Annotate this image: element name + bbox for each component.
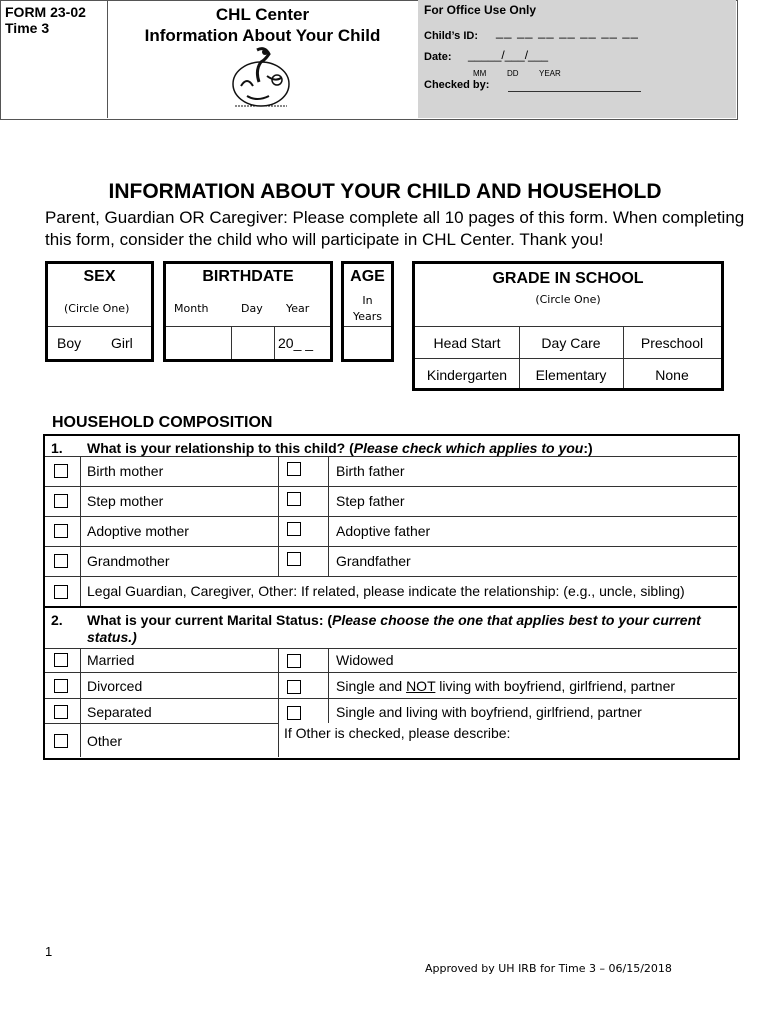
center-title-cell bbox=[107, 0, 419, 118]
grade-option-day-care[interactable]: Day Care bbox=[541, 335, 601, 351]
q1-number: 1. bbox=[51, 440, 63, 456]
other-describe-label: If Other is checked, please describe: bbox=[284, 725, 511, 741]
option-adoptive-mother: Adoptive mother bbox=[87, 523, 189, 539]
divider bbox=[45, 546, 737, 547]
sex-option-girl[interactable]: Girl bbox=[111, 335, 133, 351]
sex-option-boy[interactable]: Boy bbox=[57, 335, 82, 351]
center-logo bbox=[227, 46, 297, 112]
option-adoptive-father: Adoptive father bbox=[336, 523, 431, 539]
checkbox-step-mother[interactable] bbox=[54, 494, 68, 508]
option-single-living: Single and living with boyfriend, girlfriend, partner bbox=[336, 704, 642, 720]
q2-question: What is your current Marital Status: (Please choose the one that applies best to your current status.) bbox=[87, 612, 701, 645]
divider bbox=[45, 456, 737, 457]
grade-option-preschool[interactable]: Preschool bbox=[640, 335, 704, 351]
checkbox-grandfather[interactable] bbox=[287, 552, 301, 566]
checkbox-adoptive-mother[interactable] bbox=[54, 524, 68, 538]
divider bbox=[45, 698, 737, 699]
q2-number: 2. bbox=[51, 612, 63, 628]
age-hint-years: Years bbox=[352, 310, 383, 323]
date-field[interactable]: _____/___/___ bbox=[468, 48, 549, 62]
divider bbox=[48, 326, 151, 327]
checkbox-widowed[interactable] bbox=[287, 654, 301, 668]
checked-by-field[interactable] bbox=[508, 91, 641, 92]
option-step-mother: Step mother bbox=[87, 493, 164, 509]
checkbox-divorced[interactable] bbox=[54, 679, 68, 693]
date-dd-label: DD bbox=[507, 69, 519, 78]
checkbox-step-father[interactable] bbox=[287, 492, 301, 506]
birthdate-box bbox=[163, 261, 333, 362]
sex-heading: SEX bbox=[83, 268, 116, 285]
divider bbox=[45, 648, 737, 649]
q1-question: What is your relationship to this child? (Please check which applies to you:) bbox=[87, 440, 593, 456]
other-describe-field[interactable] bbox=[280, 742, 735, 756]
grade-heading: GRADE IN SCHOOL bbox=[492, 270, 644, 287]
date-mm-label: MM bbox=[473, 69, 487, 78]
option-other: Other bbox=[87, 733, 123, 749]
divider bbox=[45, 576, 737, 577]
approval-note: Approved by UH IRB for Time 3 – 06/15/2018 bbox=[425, 962, 672, 975]
option-divorced: Divorced bbox=[87, 678, 143, 694]
checkbox-single-living[interactable] bbox=[287, 706, 301, 720]
center-name: CHL Center bbox=[215, 5, 310, 24]
household-table bbox=[43, 434, 740, 760]
option-birth-mother: Birth mother bbox=[87, 463, 164, 479]
birthdate-year-field[interactable]: 20_ _ bbox=[278, 335, 314, 351]
divider bbox=[278, 648, 279, 757]
age-hint-in: In bbox=[362, 294, 373, 307]
option-legal-guardian: Legal Guardian, Caregiver, Other: If related, please indicate the relationship: (e.g., uncle, sibling) bbox=[87, 583, 685, 599]
birthdate-month-label: Month bbox=[174, 302, 209, 315]
divider bbox=[80, 456, 81, 606]
option-grandfather: Grandfather bbox=[336, 553, 411, 569]
divider bbox=[274, 326, 275, 359]
option-birth-father: Birth father bbox=[336, 463, 405, 479]
divider bbox=[45, 516, 737, 517]
date-year-label: YEAR bbox=[539, 69, 561, 78]
form-id-cell bbox=[0, 0, 108, 118]
grade-option-kindergarten[interactable]: Kindergarten bbox=[426, 367, 508, 383]
age-box bbox=[341, 261, 394, 362]
option-grandmother: Grandmother bbox=[87, 553, 170, 569]
divider bbox=[45, 672, 737, 673]
checkbox-birth-father[interactable] bbox=[287, 462, 301, 476]
grade-hint: (Circle One) bbox=[535, 293, 601, 306]
grade-option-none[interactable]: None bbox=[655, 367, 689, 383]
grade-box bbox=[412, 261, 724, 391]
form-header bbox=[0, 0, 738, 120]
divider bbox=[45, 486, 737, 487]
date-label: Date: bbox=[424, 51, 452, 63]
divider bbox=[415, 358, 721, 359]
option-step-father: Step father bbox=[336, 493, 405, 509]
child-id-label: Child’s ID: bbox=[424, 30, 478, 42]
birthdate-year-label: Year bbox=[286, 302, 310, 315]
option-separated: Separated bbox=[87, 704, 152, 720]
checkbox-adoptive-father[interactable] bbox=[287, 522, 301, 536]
office-use-heading: For Office Use Only bbox=[424, 3, 537, 17]
grade-option-head-start[interactable]: Head Start bbox=[433, 335, 501, 351]
checkbox-grandmother[interactable] bbox=[54, 554, 68, 568]
birthdate-day-label: Day bbox=[241, 302, 263, 315]
birthdate-day-field[interactable] bbox=[232, 327, 274, 359]
office-use-panel bbox=[418, 0, 736, 118]
sex-hint: (Circle One) bbox=[64, 302, 130, 315]
divider bbox=[45, 723, 278, 724]
option-married: Married bbox=[87, 652, 135, 668]
grade-option-elementary[interactable]: Elementary bbox=[535, 367, 607, 383]
center-subtitle: Information About Your Child bbox=[144, 26, 381, 45]
form-number: FORM 23-02 bbox=[5, 4, 86, 20]
option-single-not-living: Single and NOT living with boyfriend, girlfriend, partner bbox=[336, 678, 676, 694]
divider bbox=[328, 648, 329, 723]
page-title: INFORMATION ABOUT YOUR CHILD AND HOUSEHOLD bbox=[108, 180, 662, 203]
age-heading: AGE bbox=[350, 268, 385, 285]
child-id-field[interactable]: __ __ __ __ __ __ __ bbox=[496, 24, 639, 39]
checkbox-married[interactable] bbox=[54, 653, 68, 667]
checkbox-other[interactable] bbox=[54, 734, 68, 748]
household-heading: HOUSEHOLD COMPOSITION bbox=[52, 414, 273, 431]
checkbox-single-not-living[interactable] bbox=[287, 680, 301, 694]
checked-by-label: Checked by: bbox=[424, 79, 490, 91]
page-number: 1 bbox=[45, 944, 53, 959]
birthdate-heading: BIRTHDATE bbox=[202, 268, 294, 285]
checkbox-birth-mother[interactable] bbox=[54, 464, 68, 478]
checkbox-legal-guardian[interactable] bbox=[54, 585, 68, 599]
divider bbox=[80, 648, 81, 757]
birthdate-month-field[interactable] bbox=[166, 327, 231, 359]
age-field[interactable] bbox=[344, 327, 391, 359]
sex-box bbox=[45, 261, 154, 362]
form-time: Time 3 bbox=[5, 20, 50, 36]
divider bbox=[415, 326, 721, 327]
intro-text: Parent, Guardian OR Caregiver: Please complete all 10 pages of this form. When completing this form, consider the child who will participate in CHL Center. Thank you! bbox=[45, 208, 745, 249]
option-widowed: Widowed bbox=[336, 652, 394, 668]
checkbox-separated[interactable] bbox=[54, 705, 68, 719]
divider bbox=[45, 606, 737, 608]
